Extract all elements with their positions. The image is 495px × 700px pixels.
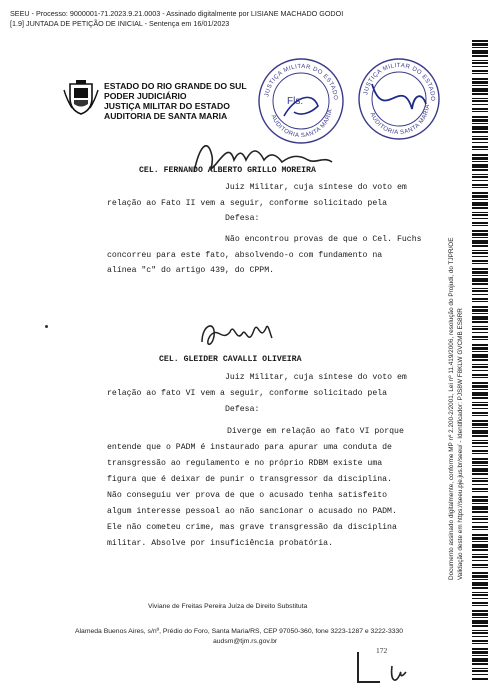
stamp-right-bottom-text: AUDITORIA SANTA MARIA <box>368 103 432 137</box>
barcode <box>472 40 488 680</box>
section2-body-line4: figura que é deixar de punir o transgressor da disciplina. <box>107 475 392 484</box>
digital-signature-notice: Documento assinado digitalmente, conforme MP nº 2.200-2/2001, Lei nº 11.419/2006, resolução do Projudi, do TJPR/OE <box>448 237 455 580</box>
signature-gleider <box>196 312 276 356</box>
section2-body-line5: Não conseguiu ver prova de que o acusado tenha satisfeito <box>107 491 388 500</box>
section1-body-line1: Não encontrou provas de que o Cel. Fuchs <box>225 235 422 244</box>
section2-body-line3: transgressão ao regulamento e no próprio RDBM existe uma <box>107 459 383 468</box>
section1-body-line3: alínea "c" do artigo 439, do CPPM. <box>107 266 275 275</box>
section2-body-line2: entende que o PADM é instaurado para apurar uma conduta de <box>107 443 392 452</box>
section1-intro-line3: Defesa: <box>225 214 260 223</box>
page-number: 172 <box>376 646 388 655</box>
stray-mark <box>45 325 48 328</box>
court-stamp-right <box>354 54 444 144</box>
process-header-line: SEEU - Processo: 9000001-71.2023.9.21.0003 - Assinado digitalmente por LISIANE MACHADO GODOI <box>10 9 344 18</box>
stamp-left-bottom-text: AUDITORIA SANTA MARIA <box>269 108 334 140</box>
section2-intro-line3: Defesa: <box>225 405 260 414</box>
section2-intro-line2: relação ao fato VI vem a seguir, conforme solicitado pela <box>107 389 388 398</box>
org-military-justice: JUSTIÇA MILITAR DO ESTADO <box>104 101 230 111</box>
juntada-header-line: [1.9] JUNTADA DE PETIÇÃO DE INICIAL - Sentença em 16/01/2023 <box>10 19 230 28</box>
section2-body-line7: Ele não cometeu crime, mas grave transgressão da disciplina <box>107 523 397 532</box>
section2-body-line6: algum interesse pessoal ao não sancionar o acusado no PADM. <box>107 507 397 516</box>
section1-intro-line2: relação ao Fato II vem a seguir, conforme solicitado pela <box>107 199 388 208</box>
org-state: ESTADO DO RIO GRANDE DO SUL <box>104 81 247 91</box>
judge-signature-line: Viviane de Freitas Pereira Juíza de Direito Substituta <box>148 603 308 610</box>
org-judiciary: PODER JUDICIÁRIO <box>104 91 187 101</box>
org-block <box>104 81 247 121</box>
org-auditoria: AUDITORIA DE SANTA MARIA <box>104 111 228 121</box>
section2-intro-line1: Juiz Militar, cuja síntese do voto em <box>225 373 407 382</box>
court-email: audsm@tjm.rs.gov.br <box>213 638 278 645</box>
initials-scribble <box>340 648 420 688</box>
stamp-right-top-text: JUSTIÇA MILITAR DO ESTADO <box>363 62 436 102</box>
stamp-left-top-text: JUSTIÇA MILITAR DO ESTADO <box>264 63 339 101</box>
court-address: Alameda Buenos Aires, s/nº, Prédio do Foro, Santa Maria/RS, CEP 97050-360, fone 3223-1287 e 3222-3330 <box>75 628 404 635</box>
section2-body-line1: Diverge em relação ao fato VI porque <box>227 427 404 436</box>
validation-notice: Validação deste em https://seeu.pje.jus.br/seeu/ - Identificador: PJS8W F8KLW GVCMB ES8RR <box>457 308 464 580</box>
section2-body-line8: militar. Absolve por insuficiência probatória. <box>107 539 334 548</box>
stamp-fls-label: Fls. <box>287 96 304 107</box>
section1-intro-line1: Juiz Militar, cuja síntese do voto em <box>225 183 407 192</box>
judge-name-gleider: CEL. GLEIDER CAVALLI OLIVEIRA <box>159 355 302 364</box>
section1-body-line2: concorreu para este fato, absolvendo-o com fundamento na <box>107 251 383 260</box>
coat-of-arms-icon <box>62 78 100 116</box>
judge-name-fernando: CEL. FERNANDO ALBERTO GRILLO MOREIRA <box>139 166 316 175</box>
